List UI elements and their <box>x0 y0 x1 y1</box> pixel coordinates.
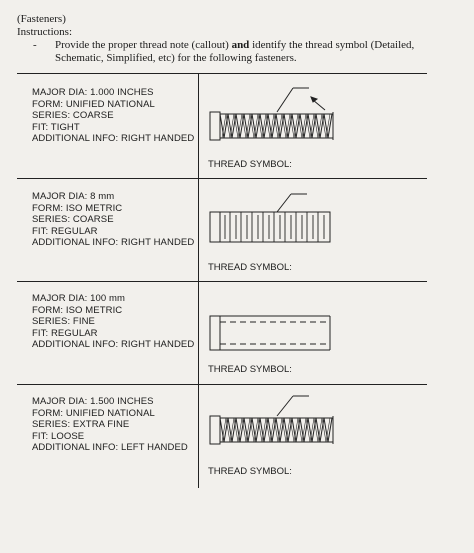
major-dia: MAJOR DIA: 1.500 INCHES <box>32 396 154 407</box>
series: SERIES: COARSE <box>32 110 114 121</box>
form: FORM: ISO METRIC <box>32 304 123 316</box>
detailed-thread-drawing-1 <box>205 78 350 148</box>
major-dia: MAJOR DIA: 1.000 INCHES <box>32 87 154 98</box>
instructions-header <box>17 13 457 64</box>
section-title: (Fasteners) <box>17 13 66 25</box>
instruction-part1: Provide the proper thread note (callout) <box>55 39 229 51</box>
instructions-label: Instructions: <box>17 26 72 38</box>
additional-info: ADDITIONAL INFO: LEFT HANDED <box>32 442 188 453</box>
additional-info: ADDITIONAL INFO: RIGHT HANDED <box>32 339 195 350</box>
additional-info: ADDITIONAL INFO: RIGHT HANDED <box>32 237 195 248</box>
major-dia: MAJOR DIA: 100 mm <box>32 293 126 304</box>
major-dia: MAJOR DIA: 8 mm <box>32 191 115 202</box>
table-rule-2 <box>17 281 427 282</box>
additional-info: ADDITIONAL INFO: RIGHT HANDED <box>32 133 195 144</box>
simplified-thread-drawing-3 <box>205 300 350 360</box>
fastener-spec-3 <box>32 293 194 351</box>
form: FORM: ISO METRIC <box>32 202 123 214</box>
fit: FIT: LOOSE <box>32 430 85 442</box>
table-column-divider <box>198 73 199 488</box>
fit: FIT: REGULAR <box>32 327 98 339</box>
instruction-text <box>55 39 430 65</box>
series: SERIES: FINE <box>32 316 95 327</box>
series: SERIES: EXTRA FINE <box>32 419 130 430</box>
instruction-and: and <box>231 39 250 51</box>
fastener-spec-2 <box>32 191 194 249</box>
table-rule-1 <box>17 178 427 179</box>
form: FORM: UNIFIED NATIONAL <box>32 98 155 110</box>
fit: FIT: TIGHT <box>32 121 80 133</box>
thread-symbol-label-4: THREAD SYMBOL: <box>208 466 292 477</box>
series: SERIES: COARSE <box>32 214 114 225</box>
thread-symbol-label-3: THREAD SYMBOL: <box>208 364 292 375</box>
table-rule-top <box>17 73 427 74</box>
table-rule-3 <box>17 384 427 385</box>
schematic-thread-drawing-2 <box>205 186 350 251</box>
instruction-part2: identify the thread symbol (Detailed, Schematic, Simplified, etc) for the following fasteners. <box>55 39 415 64</box>
thread-symbol-label-1: THREAD SYMBOL: <box>208 159 292 170</box>
fastener-spec-1 <box>32 87 194 145</box>
thread-symbol-label-2: THREAD SYMBOL: <box>208 262 292 273</box>
form: FORM: UNIFIED NATIONAL <box>32 407 155 419</box>
fit: FIT: REGULAR <box>32 225 98 237</box>
fastener-spec-4 <box>32 396 188 454</box>
instruction-bullet: - <box>33 39 37 51</box>
detailed-thread-drawing-4 <box>205 390 350 455</box>
